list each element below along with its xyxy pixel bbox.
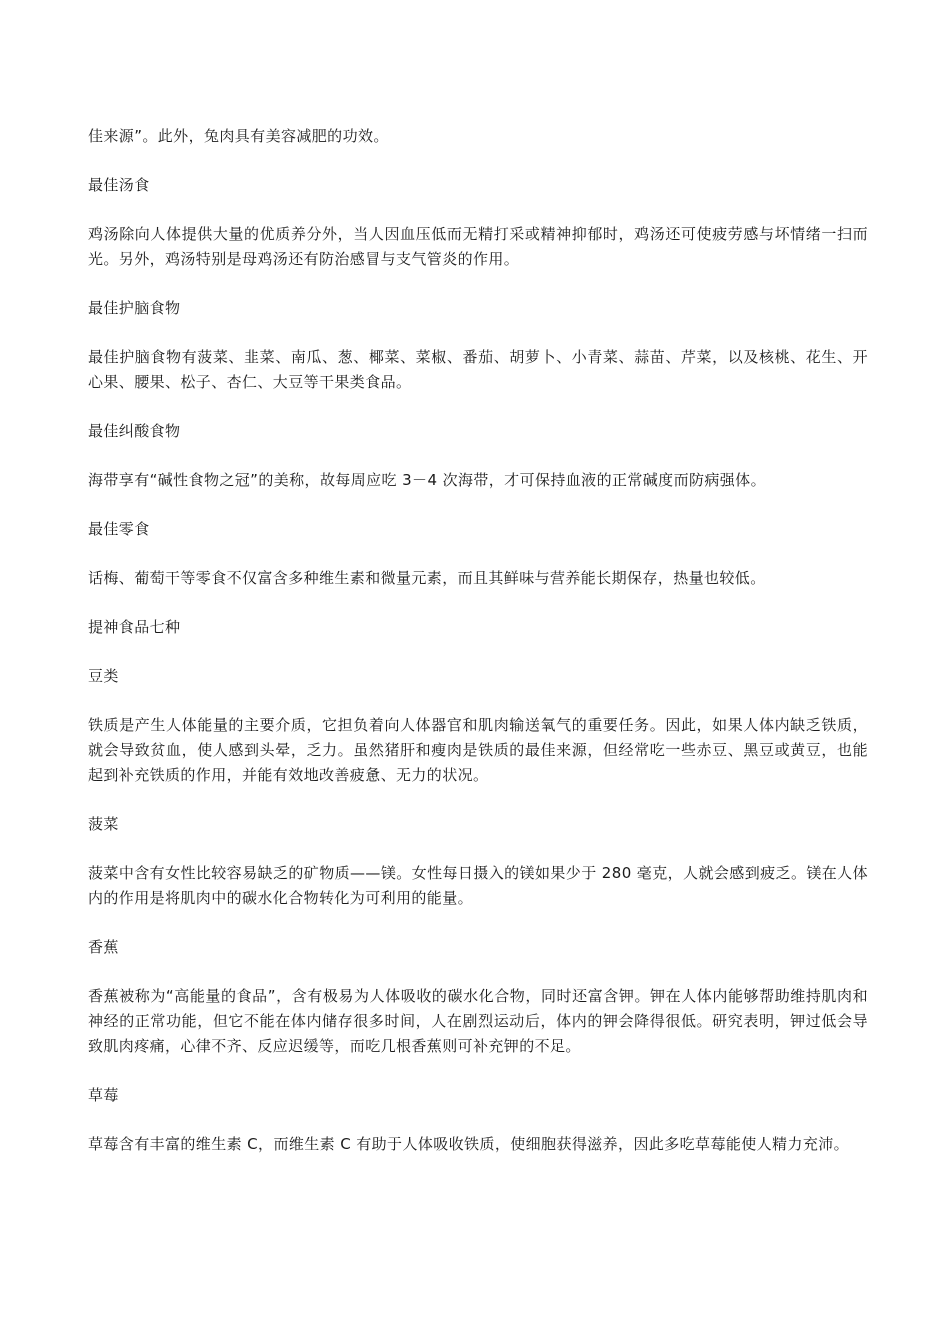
document-page (88, 124, 868, 1181)
paragraph-beans: 铁质是产生人体能量的主要介质，它担负着向人体器官和肌肉输送氧气的重要任务。因此，如果人体内缺乏铁质，就会导致贫血，使人感到头晕，乏力。虽然猪肝和瘦肉是铁质的最佳来源，但经常吃一些赤豆、黑豆或黄豆，也能起到补充铁质的作用，并能有效地改善疲惫、无力的状况。 (88, 716, 868, 784)
paragraph-rabbit-meat-end: 佳来源”。此外，兔肉具有美容减肥的功效。 (88, 127, 389, 145)
heading-best-soup: 最佳汤食 (88, 176, 150, 194)
heading-spinach: 菠菜 (88, 815, 119, 833)
heading-best-snack: 最佳零食 (88, 520, 150, 538)
heading-strawberry: 草莓 (88, 1086, 119, 1104)
heading-seven-energy-foods: 提神食品七种 (88, 618, 181, 636)
paragraph-banana: 香蕉被称为“高能量的食品”，含有极易为人体吸收的碳水化合物，同时还富含钾。钾在人体内能够帮助维持肌肉和神经的正常功能，但它不能在体内储存很多时间，人在剧烈运动后，体内的钾会降得很低。研究表明，钾过低会导致肌肉疼痛，心律不齐、反应迟缓等，而吃几根香蕉则可补充钾的不足。 (88, 987, 868, 1055)
paragraph-kelp: 海带享有“碱性食物之冠”的美称，故每周应吃 3－4 次海带，才可保持血液的正常碱度而防病强体。 (88, 471, 766, 489)
paragraph-chicken-soup: 鸡汤除向人体提供大量的优质养分外，当人因血压低而无精打采或精神抑郁时，鸡汤还可使疲劳感与坏情绪一扫而光。另外，鸡汤特别是母鸡汤还有防治感冒与支气管炎的作用。 (88, 225, 868, 268)
heading-best-brain-food: 最佳护脑食物 (88, 299, 181, 317)
paragraph-strawberry: 草莓含有丰富的维生素 C，而维生素 C 有助于人体吸收铁质，使细胞获得滋养，因此多吃草莓能使人精力充沛。 (88, 1135, 850, 1153)
heading-best-antacid-food: 最佳纠酸食物 (88, 422, 181, 440)
heading-beans: 豆类 (88, 667, 119, 685)
paragraph-spinach: 菠菜中含有女性比较容易缺乏的矿物质——镁。女性每日摄入的镁如果少于 280 毫克，人就会感到疲乏。镁在人体内的作用是将肌肉中的碳水化合物转化为可利用的能量。 (88, 864, 868, 907)
paragraph-snacks: 话梅、葡萄干等零食不仅富含多种维生素和微量元素，而且其鲜味与营养能长期保存，热量也较低。 (88, 569, 766, 587)
paragraph-brain-food: 最佳护脑食物有菠菜、韭菜、南瓜、葱、椰菜、菜椒、番茄、胡萝卜、小青菜、蒜苗、芹菜，以及核桃、花生、开心果、腰果、松子、杏仁、大豆等干果类食品。 (88, 348, 868, 391)
heading-banana: 香蕉 (88, 938, 119, 956)
